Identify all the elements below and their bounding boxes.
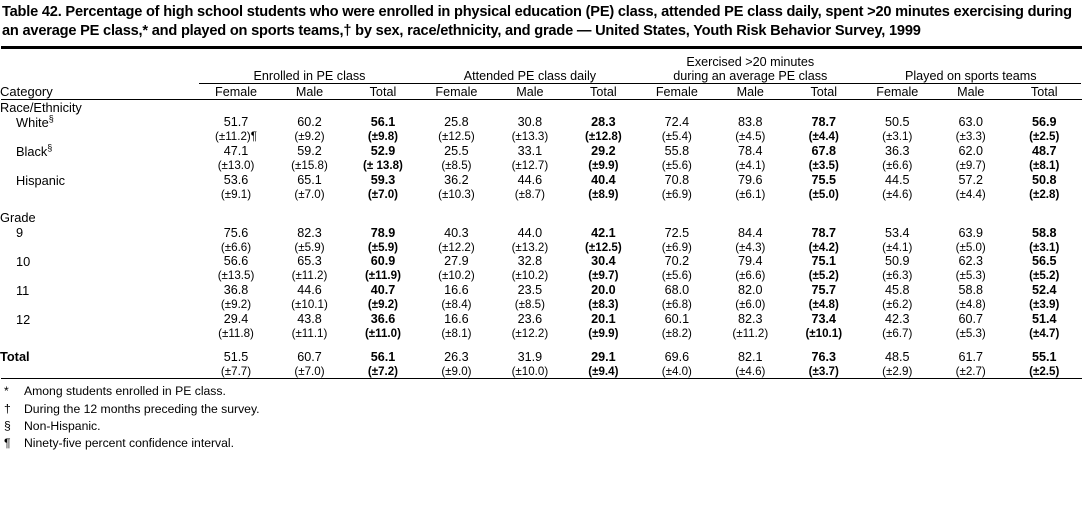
row-value: 82.1 xyxy=(738,349,763,364)
row-confidence-interval: (±6.6) xyxy=(882,158,913,172)
table-body-wrapper xyxy=(0,100,1081,378)
section-header-filler xyxy=(199,100,1081,115)
row-value: 78.7 xyxy=(811,225,837,240)
row-confidence-interval: (±2.8) xyxy=(1029,187,1060,201)
table-row-ci xyxy=(0,327,1081,341)
row-value: 60.9 xyxy=(370,254,396,269)
data-table xyxy=(0,55,1081,99)
row-value: 78.4 xyxy=(738,144,763,159)
row-confidence-interval: (±12.2) xyxy=(438,240,475,254)
row-value: 75.6 xyxy=(223,225,249,240)
group-header-sports: Played on sports teams xyxy=(861,69,1081,84)
row-value: 51.5 xyxy=(223,349,249,364)
row-value: 25.5 xyxy=(444,144,469,159)
row-confidence-interval: (±4.6) xyxy=(882,187,913,201)
row-value: 16.6 xyxy=(444,283,469,298)
row-value: 52.4 xyxy=(1031,283,1057,298)
row-label-ci xyxy=(0,130,199,144)
row-value: 36.3 xyxy=(884,144,910,159)
table-row xyxy=(0,144,1081,159)
row-value: 42.3 xyxy=(884,311,910,326)
section-header-row xyxy=(0,100,1081,115)
footnote-marker: § xyxy=(48,113,54,124)
row-confidence-interval: (±5.6) xyxy=(661,269,692,283)
footnote-marker: § xyxy=(47,142,53,153)
spacer-cell xyxy=(0,340,1081,349)
row-value: 70.2 xyxy=(664,254,690,269)
footnote-mark: ¶ xyxy=(4,436,11,451)
row-value: 76.3 xyxy=(811,349,837,364)
row-confidence-interval: (±11.9) xyxy=(364,269,401,283)
row-value: 48.7 xyxy=(1031,144,1057,159)
row-confidence-interval: (±10.0) xyxy=(511,364,549,378)
row-confidence-interval: (±10.2) xyxy=(511,269,549,283)
row-value: 40.4 xyxy=(591,172,616,187)
group-header-exercised-line2: during an average PE class xyxy=(640,69,860,84)
category-header: Category xyxy=(0,83,53,99)
row-confidence-interval: (±6.8) xyxy=(661,298,692,312)
row-value: 26.3 xyxy=(444,349,469,364)
row-value: 75.5 xyxy=(811,172,837,187)
row-confidence-interval: (±4.2) xyxy=(808,240,839,254)
spacer-cell xyxy=(0,201,1081,210)
row-label: 11 xyxy=(16,282,30,298)
table-row xyxy=(0,283,1081,298)
row-value: 61.7 xyxy=(958,349,983,364)
subheader-exercised-total: Total xyxy=(810,84,838,99)
table-row-ci xyxy=(0,298,1081,312)
group-header-row-line1 xyxy=(0,55,1081,69)
footnotes xyxy=(0,379,1083,452)
row-confidence-interval: (±7.0) xyxy=(367,187,399,201)
row-value: 59.3 xyxy=(370,172,396,187)
table-title: Table 42. Percentage of high school students who were enrolled in physical education (PE) class, attended PE class daily, spent >20 minutes exercising during an average PE class,* and played on sports teams,† by sex, race/ethnicity, and grade — United States, Youth Risk Behavior Survey, 1999 xyxy=(2,4,1072,40)
table-row-ci xyxy=(0,159,1081,173)
row-value: 72.5 xyxy=(664,225,690,240)
row-value: 75.1 xyxy=(811,254,837,269)
row-value: 44.6 xyxy=(297,283,322,298)
row-confidence-interval: (±4.3) xyxy=(735,240,766,254)
subheader-attended-female: Female xyxy=(435,84,478,99)
row-value: 75.7 xyxy=(811,283,837,298)
row-value: 51.4 xyxy=(1031,311,1057,326)
row-confidence-interval: (±12.7) xyxy=(511,158,549,172)
row-confidence-interval: (±11.0) xyxy=(364,326,401,340)
section-label: Grade xyxy=(0,210,36,226)
row-confidence-interval: (±10.2) xyxy=(438,269,475,283)
row-confidence-interval: (±8.2) xyxy=(661,326,692,340)
row-confidence-interval: (±5.0) xyxy=(808,187,839,201)
row-confidence-interval: (±4.0) xyxy=(661,364,692,378)
row-confidence-interval: (±3.1) xyxy=(1029,240,1060,254)
row-value: 62.0 xyxy=(958,144,983,159)
row-confidence-interval: (±9.2) xyxy=(294,130,325,144)
row-value: 29.4 xyxy=(223,311,249,326)
row-value: 62.3 xyxy=(958,254,983,269)
footnote-row xyxy=(4,435,1083,452)
row-value: 67.8 xyxy=(811,144,837,159)
row-confidence-interval: (±4.6) xyxy=(735,364,766,378)
row-value: 79.4 xyxy=(738,254,763,269)
footnote-row xyxy=(4,383,1083,400)
row-confidence-interval: (±6.9) xyxy=(661,187,692,201)
footnote-text: Ninety-five percent confidence interval. xyxy=(24,436,235,451)
row-value: 60.7 xyxy=(297,349,322,364)
row-label-ci xyxy=(0,241,199,255)
row-label: White§ xyxy=(16,113,54,131)
table-row xyxy=(0,225,1081,240)
row-value: 65.1 xyxy=(297,172,322,187)
row-value: 20.1 xyxy=(591,311,616,326)
row-value: 31.9 xyxy=(517,349,543,364)
row-confidence-interval: (±2.5) xyxy=(1029,130,1060,144)
row-confidence-interval: (±15.8) xyxy=(291,158,328,172)
row-confidence-interval: (±9.2) xyxy=(367,298,399,312)
row-value: 69.6 xyxy=(664,349,690,364)
row-confidence-interval: (±6.7) xyxy=(882,326,913,340)
row-confidence-interval: (±7.0) xyxy=(294,364,325,378)
row-value: 30.4 xyxy=(591,254,616,269)
row-confidence-interval: (±6.1) xyxy=(735,187,766,201)
footnote-text: During the 12 months preceding the survey. xyxy=(24,401,260,416)
row-confidence-interval: (±10.1) xyxy=(291,298,328,312)
row-confidence-interval: (±5.3) xyxy=(955,326,986,340)
row-confidence-interval: (±7.0) xyxy=(294,187,325,201)
row-label: Hispanic xyxy=(16,172,66,188)
table-row xyxy=(0,312,1081,327)
row-confidence-interval: (±8.3) xyxy=(588,298,619,312)
subheader-enrolled-male: Male xyxy=(295,84,324,99)
row-confidence-interval: (±4.4) xyxy=(808,130,839,144)
row-confidence-interval: (±13.0) xyxy=(217,158,255,172)
row-value: 27.9 xyxy=(444,254,469,269)
row-confidence-interval: (±9.1) xyxy=(220,187,252,201)
row-value: 44.0 xyxy=(517,225,543,240)
row-value: 73.4 xyxy=(811,311,837,326)
row-confidence-interval: (±5.4) xyxy=(661,130,692,144)
row-value: 84.4 xyxy=(738,225,763,240)
row-confidence-interval: (±4.5) xyxy=(735,130,766,144)
row-confidence-interval: (±3.1) xyxy=(882,130,913,144)
row-value: 56.9 xyxy=(1031,115,1057,130)
row-confidence-interval: (±12.2) xyxy=(511,326,549,340)
row-confidence-interval: (±12.5) xyxy=(438,130,475,144)
row-confidence-interval: (±5.3) xyxy=(955,269,986,283)
row-confidence-interval: (±6.3) xyxy=(882,269,913,283)
row-value: 48.5 xyxy=(884,349,910,364)
row-confidence-interval: (±8.5) xyxy=(441,158,472,172)
row-value: 40.7 xyxy=(370,283,396,298)
row-value: 63.0 xyxy=(958,115,983,130)
section-label: Race/Ethnicity xyxy=(0,99,82,115)
row-confidence-interval: (±8.5) xyxy=(514,298,545,312)
row-confidence-interval: (±10.1) xyxy=(805,326,843,340)
row-value: 44.6 xyxy=(517,172,543,187)
row-confidence-interval: (±11.2)¶ xyxy=(215,130,258,144)
row-value: 70.8 xyxy=(664,172,690,187)
row-value: 33.1 xyxy=(517,144,543,159)
row-value: 57.2 xyxy=(958,172,983,187)
row-confidence-interval: (±9.0) xyxy=(441,364,472,378)
row-confidence-interval: (±5.9) xyxy=(294,240,325,254)
table-row-ci xyxy=(0,241,1081,255)
row-value: 60.7 xyxy=(958,311,983,326)
row-value: 82.3 xyxy=(738,311,763,326)
row-confidence-interval: (±2.7) xyxy=(955,364,986,378)
row-value: 56.6 xyxy=(223,254,249,269)
footnote-mark: § xyxy=(4,418,11,433)
row-label: 12 xyxy=(16,311,31,327)
row-confidence-interval: (±13.3) xyxy=(511,130,549,144)
row-confidence-interval: (±4.4) xyxy=(955,187,986,201)
subheader-sports-female: Female xyxy=(876,84,919,99)
row-confidence-interval: (±3.3) xyxy=(955,130,986,144)
row-confidence-interval: (±6.9) xyxy=(661,240,692,254)
footnote-mark: † xyxy=(4,401,11,416)
row-confidence-interval: (±11.2) xyxy=(291,269,328,283)
row-value: 16.6 xyxy=(444,311,469,326)
row-confidence-interval: (±6.6) xyxy=(735,269,766,283)
row-value: 83.8 xyxy=(738,115,763,130)
section-header-filler xyxy=(199,210,1081,225)
row-value: 68.0 xyxy=(664,283,690,298)
row-value: 50.5 xyxy=(884,115,910,130)
row-label-ci xyxy=(0,327,199,341)
row-confidence-interval: (±3.7) xyxy=(808,364,839,378)
group-header-attended: Attended PE class daily xyxy=(420,69,640,84)
row-confidence-interval: (±4.1) xyxy=(735,158,766,172)
row-value: 30.8 xyxy=(517,115,543,130)
row-value: 82.3 xyxy=(297,225,322,240)
table-row xyxy=(0,115,1081,130)
row-value: 56.5 xyxy=(1031,254,1057,269)
row-label: 9 xyxy=(16,225,24,241)
table-head xyxy=(0,55,1081,99)
table-row-ci xyxy=(0,188,1081,202)
row-confidence-interval: (±11.2) xyxy=(732,326,769,340)
row-confidence-interval: (±4.8) xyxy=(808,298,839,312)
subheader-enrolled-female: Female xyxy=(215,84,258,99)
row-value: 52.9 xyxy=(370,144,396,159)
row-confidence-interval: (±4.7) xyxy=(1029,326,1060,340)
row-label-ci xyxy=(0,269,199,283)
row-confidence-interval: (±13.5) xyxy=(217,269,255,283)
row-label-ci xyxy=(0,188,199,202)
table-row xyxy=(0,254,1081,269)
table-row-ci xyxy=(0,269,1081,283)
row-confidence-interval: (±6.0) xyxy=(735,298,766,312)
row-value: 55.1 xyxy=(1031,349,1057,364)
row-confidence-interval: (±9.9) xyxy=(588,326,619,340)
row-value: 65.3 xyxy=(297,254,322,269)
row-value: 29.2 xyxy=(591,144,616,159)
row-value: 58.8 xyxy=(958,283,983,298)
row-confidence-interval: (±4.8) xyxy=(955,298,986,312)
row-confidence-interval: (±5.2) xyxy=(808,269,839,283)
row-value: 50.8 xyxy=(1031,172,1057,187)
row-value: 79.6 xyxy=(738,172,763,187)
row-value: 78.7 xyxy=(811,115,837,130)
spacer-row xyxy=(0,340,1081,349)
footnote-row xyxy=(4,418,1083,435)
subheader-sports-male: Male xyxy=(957,84,985,99)
row-value: 36.8 xyxy=(223,283,249,298)
row-value: 47.1 xyxy=(223,144,249,159)
footnote-row xyxy=(4,401,1083,418)
row-confidence-interval: (±9.9) xyxy=(588,158,619,172)
row-confidence-interval: (± 13.8) xyxy=(363,158,403,172)
row-value: 43.8 xyxy=(297,311,322,326)
table-row-ci xyxy=(0,365,1081,379)
row-confidence-interval: (±4.1) xyxy=(882,240,913,254)
row-confidence-interval: (±6.6) xyxy=(220,240,252,254)
row-value: 40.3 xyxy=(444,225,469,240)
row-confidence-interval: (±11.8) xyxy=(218,326,254,340)
row-value: 63.9 xyxy=(958,225,983,240)
row-value: 59.2 xyxy=(297,144,322,159)
row-confidence-interval: (±3.5) xyxy=(808,158,839,172)
row-value: 32.8 xyxy=(517,254,543,269)
row-value: 78.9 xyxy=(370,225,396,240)
row-confidence-interval: (±2.5) xyxy=(1029,364,1060,378)
row-confidence-interval: (±9.4) xyxy=(588,364,619,378)
row-confidence-interval: (±10.3) xyxy=(438,187,475,201)
subheader-attended-male: Male xyxy=(516,84,544,99)
row-value: 20.0 xyxy=(591,283,616,298)
row-label-ci xyxy=(0,159,199,173)
row-confidence-interval: (±8.1) xyxy=(1029,158,1060,172)
table-row xyxy=(0,349,1081,364)
row-confidence-interval: (±12.5) xyxy=(585,240,622,254)
row-value: 42.1 xyxy=(591,225,616,240)
group-header-enrolled: Enrolled in PE class xyxy=(199,69,419,84)
row-confidence-interval: (±7.7) xyxy=(220,364,252,378)
row-value: 28.3 xyxy=(591,115,616,130)
row-label-ci xyxy=(0,365,199,379)
row-value: 58.8 xyxy=(1031,225,1057,240)
row-confidence-interval: (±5.2) xyxy=(1029,269,1060,283)
sub-header-row xyxy=(0,84,1081,99)
row-confidence-interval: (±7.2) xyxy=(367,364,399,378)
row-confidence-interval: (±9.2) xyxy=(220,298,252,312)
row-confidence-interval: (±8.7) xyxy=(514,187,545,201)
table-row xyxy=(0,173,1081,188)
row-value: 45.8 xyxy=(884,283,910,298)
row-label-ci xyxy=(0,298,199,312)
row-confidence-interval: (±5.0) xyxy=(955,240,986,254)
row-value: 44.5 xyxy=(884,172,910,187)
row-confidence-interval: (±8.1) xyxy=(441,326,472,340)
row-confidence-interval: (±3.9) xyxy=(1029,298,1060,312)
footnote-text: Among students enrolled in PE class. xyxy=(24,384,226,399)
section-header-row xyxy=(0,210,1081,225)
row-value: 53.4 xyxy=(884,225,910,240)
row-confidence-interval: (±9.8) xyxy=(367,130,399,144)
row-value: 29.1 xyxy=(591,349,616,364)
subheader-exercised-male: Male xyxy=(736,84,764,99)
table-body xyxy=(0,100,1081,378)
spacer-row xyxy=(0,201,1081,210)
row-confidence-interval: (±11.1) xyxy=(291,326,328,340)
table-row-ci xyxy=(0,130,1081,144)
row-value: 36.2 xyxy=(444,172,469,187)
row-value: 23.6 xyxy=(517,311,543,326)
row-value: 53.6 xyxy=(223,172,249,187)
row-value: 60.1 xyxy=(664,311,690,326)
row-confidence-interval: (±8.4) xyxy=(441,298,472,312)
subheader-sports-total: Total xyxy=(1030,84,1058,99)
row-value: 56.1 xyxy=(370,115,396,130)
footnote-mark: * xyxy=(4,384,9,399)
row-label: Total xyxy=(0,349,30,365)
row-confidence-interval: (±9.7) xyxy=(588,269,619,283)
row-value: 50.9 xyxy=(884,254,910,269)
row-value: 72.4 xyxy=(664,115,690,130)
row-confidence-interval: (±5.9) xyxy=(367,240,399,254)
row-confidence-interval: (±13.2) xyxy=(511,240,549,254)
row-value: 36.6 xyxy=(370,311,396,326)
row-value: 60.2 xyxy=(297,115,322,130)
group-header-exercised-line1: Exercised >20 minutes xyxy=(686,54,815,69)
row-value: 82.0 xyxy=(738,283,763,298)
subheader-enrolled-total: Total xyxy=(369,84,397,99)
row-value: 25.8 xyxy=(444,115,469,130)
row-confidence-interval: (±12.8) xyxy=(585,130,622,144)
row-confidence-interval: (±8.9) xyxy=(588,187,619,201)
row-confidence-interval: (±5.6) xyxy=(661,158,692,172)
row-label: Black§ xyxy=(16,142,53,159)
row-label: 10 xyxy=(16,254,31,270)
group-header-row-line2 xyxy=(0,69,1081,84)
row-confidence-interval: (±2.9) xyxy=(882,364,913,378)
subheader-exercised-female: Female xyxy=(655,84,698,99)
row-value: 51.7 xyxy=(223,115,249,130)
footnote-text: Non-Hispanic. xyxy=(24,418,101,433)
row-value: 55.8 xyxy=(664,144,690,159)
row-value: 56.1 xyxy=(370,349,396,364)
row-value: 23.5 xyxy=(517,283,543,298)
row-confidence-interval: (±9.7) xyxy=(955,158,986,172)
row-confidence-interval: (±6.2) xyxy=(882,298,913,312)
subheader-attended-total: Total xyxy=(590,84,617,99)
